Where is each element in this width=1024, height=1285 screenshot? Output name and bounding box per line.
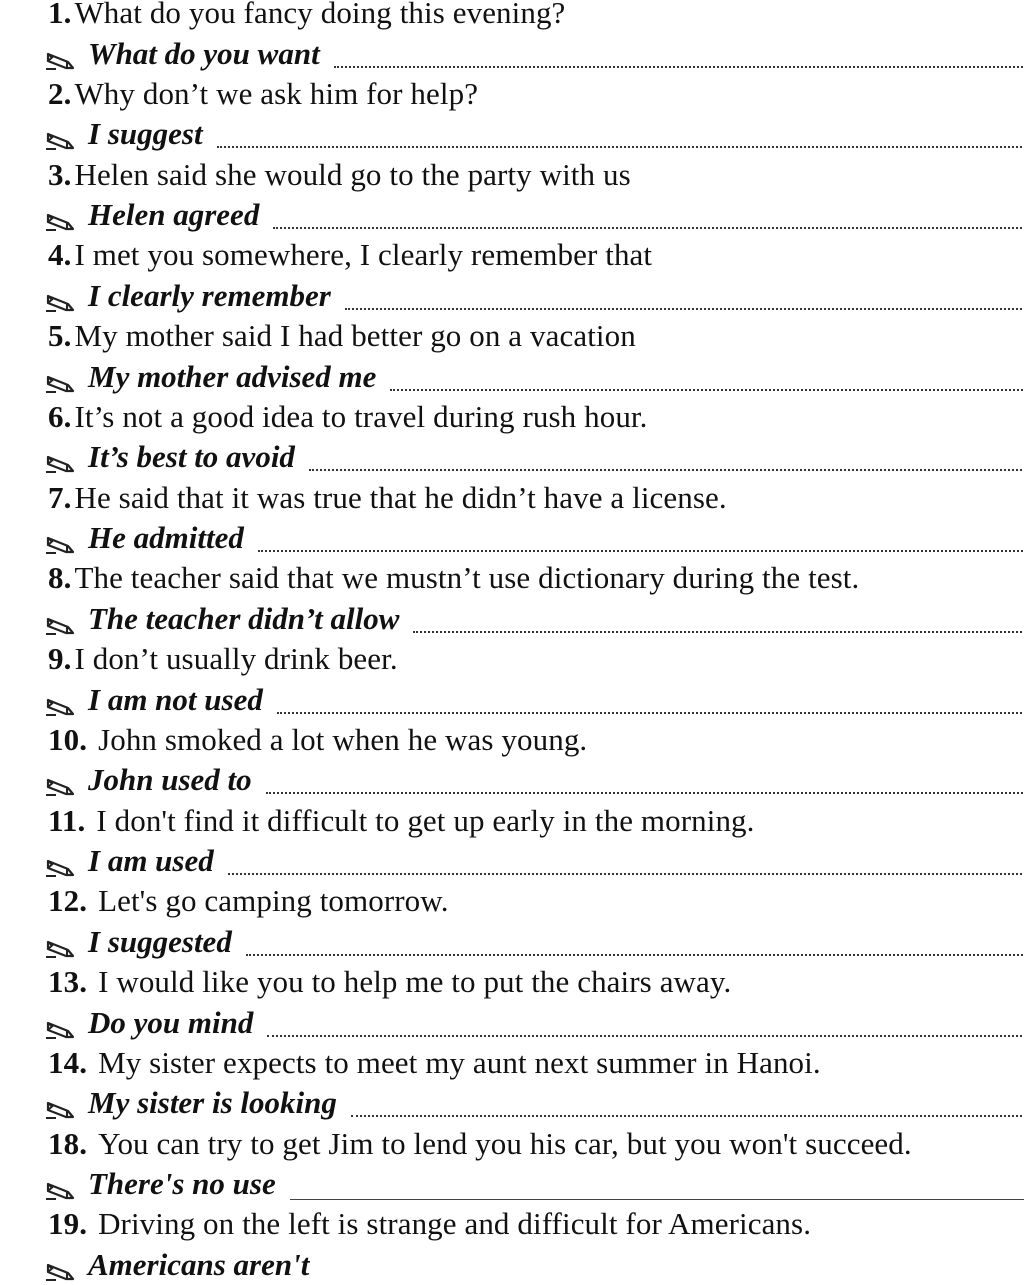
answer-line	[0, 437, 1024, 477]
answer-line	[0, 114, 1024, 154]
answer-prompt: Americans aren't	[88, 1246, 310, 1282]
pencil-writing-icon	[46, 527, 76, 549]
pencil-writing-icon	[46, 850, 76, 872]
answer-blank[interactable]	[334, 66, 1024, 68]
answer-blank[interactable]	[273, 227, 1024, 229]
answer-line	[0, 195, 1024, 235]
question-line	[0, 235, 1024, 275]
question-line	[0, 558, 1024, 598]
answer-line	[0, 841, 1024, 881]
question-number: 2.	[48, 75, 72, 111]
question-number: 13.	[48, 964, 88, 999]
question-line	[0, 801, 1024, 841]
question-sentence: Helen said she would go to the party with us	[74, 156, 631, 192]
question-number: 18.	[48, 1125, 88, 1161]
question-sentence: Why don’t we ask him for help?	[74, 75, 479, 111]
answer-line	[0, 34, 1024, 74]
answer-line	[0, 599, 1024, 639]
answer-prompt: He admitted	[88, 520, 244, 555]
question-line	[0, 397, 1024, 437]
question-number: 1.	[48, 0, 72, 30]
answer-prompt: It’s best to avoid	[88, 439, 295, 475]
answer-prompt: The teacher didn’t allow	[88, 600, 400, 636]
answer-prompt: My mother advised me	[88, 358, 377, 394]
question-line	[0, 1204, 1024, 1244]
pencil-writing-icon	[46, 608, 76, 630]
question-sentence: John smoked a lot when he was young.	[98, 721, 588, 757]
answer-prompt: I suggested	[88, 923, 232, 959]
answer-blank[interactable]	[267, 1035, 1024, 1037]
question-number: 12.	[48, 883, 88, 919]
answer-line	[0, 518, 1024, 558]
question-number: 9.	[48, 641, 72, 676]
answer-line	[0, 680, 1024, 720]
answer-prompt: Helen agreed	[88, 197, 260, 232]
answer-prompt: I am not used	[88, 681, 263, 717]
answer-line	[0, 1245, 1024, 1285]
pencil-writing-icon	[46, 366, 76, 388]
pencil-writing-icon	[46, 1173, 76, 1195]
question-line	[0, 1124, 1024, 1164]
answer-line	[0, 1083, 1024, 1123]
pencil-writing-icon	[46, 769, 76, 791]
answer-prompt: There's no use	[88, 1166, 276, 1201]
question-sentence: I would like you to help me to put the chairs away.	[98, 964, 732, 999]
pencil-writing-icon	[46, 1254, 76, 1276]
question-number: 11.	[48, 802, 86, 838]
question-number: 14.	[48, 1044, 88, 1080]
question-sentence: My sister expects to meet my aunt next summer in Hanoi.	[98, 1044, 821, 1080]
pencil-writing-icon	[46, 285, 76, 307]
pencil-writing-icon	[46, 446, 76, 468]
question-sentence: You can try to get Jim to lend you his car, but you won't succeed.	[98, 1125, 912, 1161]
question-line	[0, 155, 1024, 195]
question-sentence: My mother said I had better go on a vacation	[74, 318, 636, 353]
pencil-writing-icon	[46, 204, 76, 226]
question-line	[0, 881, 1024, 921]
question-line	[0, 720, 1024, 760]
answer-prompt: I suggest	[88, 116, 203, 152]
pencil-writing-icon	[46, 43, 76, 65]
question-number: 8.	[48, 560, 72, 596]
answer-line	[0, 760, 1024, 800]
question-line	[0, 962, 1024, 1002]
question-sentence: He said that it was true that he didn’t have a license.	[74, 479, 727, 515]
question-sentence: I don’t usually drink beer.	[74, 641, 398, 676]
answer-blank[interactable]	[309, 469, 1024, 471]
answer-prompt: John used to	[88, 762, 252, 798]
answer-blank[interactable]	[246, 954, 1024, 956]
answer-prompt: Do you mind	[88, 1004, 254, 1040]
question-sentence: What do you fancy doing this evening?	[74, 0, 566, 30]
pencil-writing-icon	[46, 931, 76, 953]
answer-blank[interactable]	[228, 873, 1024, 875]
question-number: 7.	[48, 479, 72, 515]
answer-blank[interactable]	[351, 1115, 1024, 1117]
answer-blank[interactable]	[290, 1199, 1024, 1200]
answer-line	[0, 357, 1024, 397]
answer-blank[interactable]	[277, 712, 1024, 714]
pencil-writing-icon	[46, 123, 76, 145]
answer-blank[interactable]	[390, 389, 1024, 391]
answer-line	[0, 1164, 1024, 1204]
question-sentence: Let's go camping tomorrow.	[98, 883, 449, 919]
question-sentence: Driving on the left is strange and difficult for Americans.	[98, 1206, 812, 1242]
pencil-writing-icon	[46, 1012, 76, 1034]
question-sentence: It’s not a good idea to travel during rush hour.	[74, 398, 648, 434]
answer-line	[0, 276, 1024, 316]
pencil-writing-icon	[46, 689, 76, 711]
question-line	[0, 1043, 1024, 1083]
question-line	[0, 478, 1024, 518]
pencil-writing-icon	[46, 1092, 76, 1114]
answer-blank[interactable]	[258, 550, 1024, 552]
question-number: 5.	[48, 318, 72, 353]
question-sentence: I met you somewhere, I clearly remember that	[74, 237, 653, 273]
question-line	[0, 639, 1024, 679]
question-number: 19.	[48, 1206, 88, 1242]
answer-line	[0, 1003, 1024, 1043]
answer-prompt: My sister is looking	[88, 1085, 337, 1121]
answer-blank[interactable]	[266, 792, 1024, 794]
question-number: 6.	[48, 398, 72, 434]
answer-blank[interactable]	[345, 308, 1024, 310]
question-line	[0, 316, 1024, 356]
answer-prompt: What do you want	[88, 35, 320, 71]
question-line	[0, 74, 1024, 114]
answer-line	[0, 922, 1024, 962]
question-line	[0, 0, 1024, 33]
answer-blank[interactable]	[217, 146, 1024, 148]
answer-prompt: I am used	[88, 843, 214, 878]
question-number: 10.	[48, 721, 88, 757]
question-sentence: The teacher said that we mustn’t use dictionary during the test.	[74, 560, 860, 596]
question-number: 3.	[48, 156, 72, 192]
answer-prompt: I clearly remember	[88, 277, 331, 313]
answer-blank[interactable]	[413, 631, 1024, 633]
question-sentence: I don't find it difficult to get up early in the morning.	[96, 802, 755, 838]
question-number: 4.	[48, 237, 72, 273]
